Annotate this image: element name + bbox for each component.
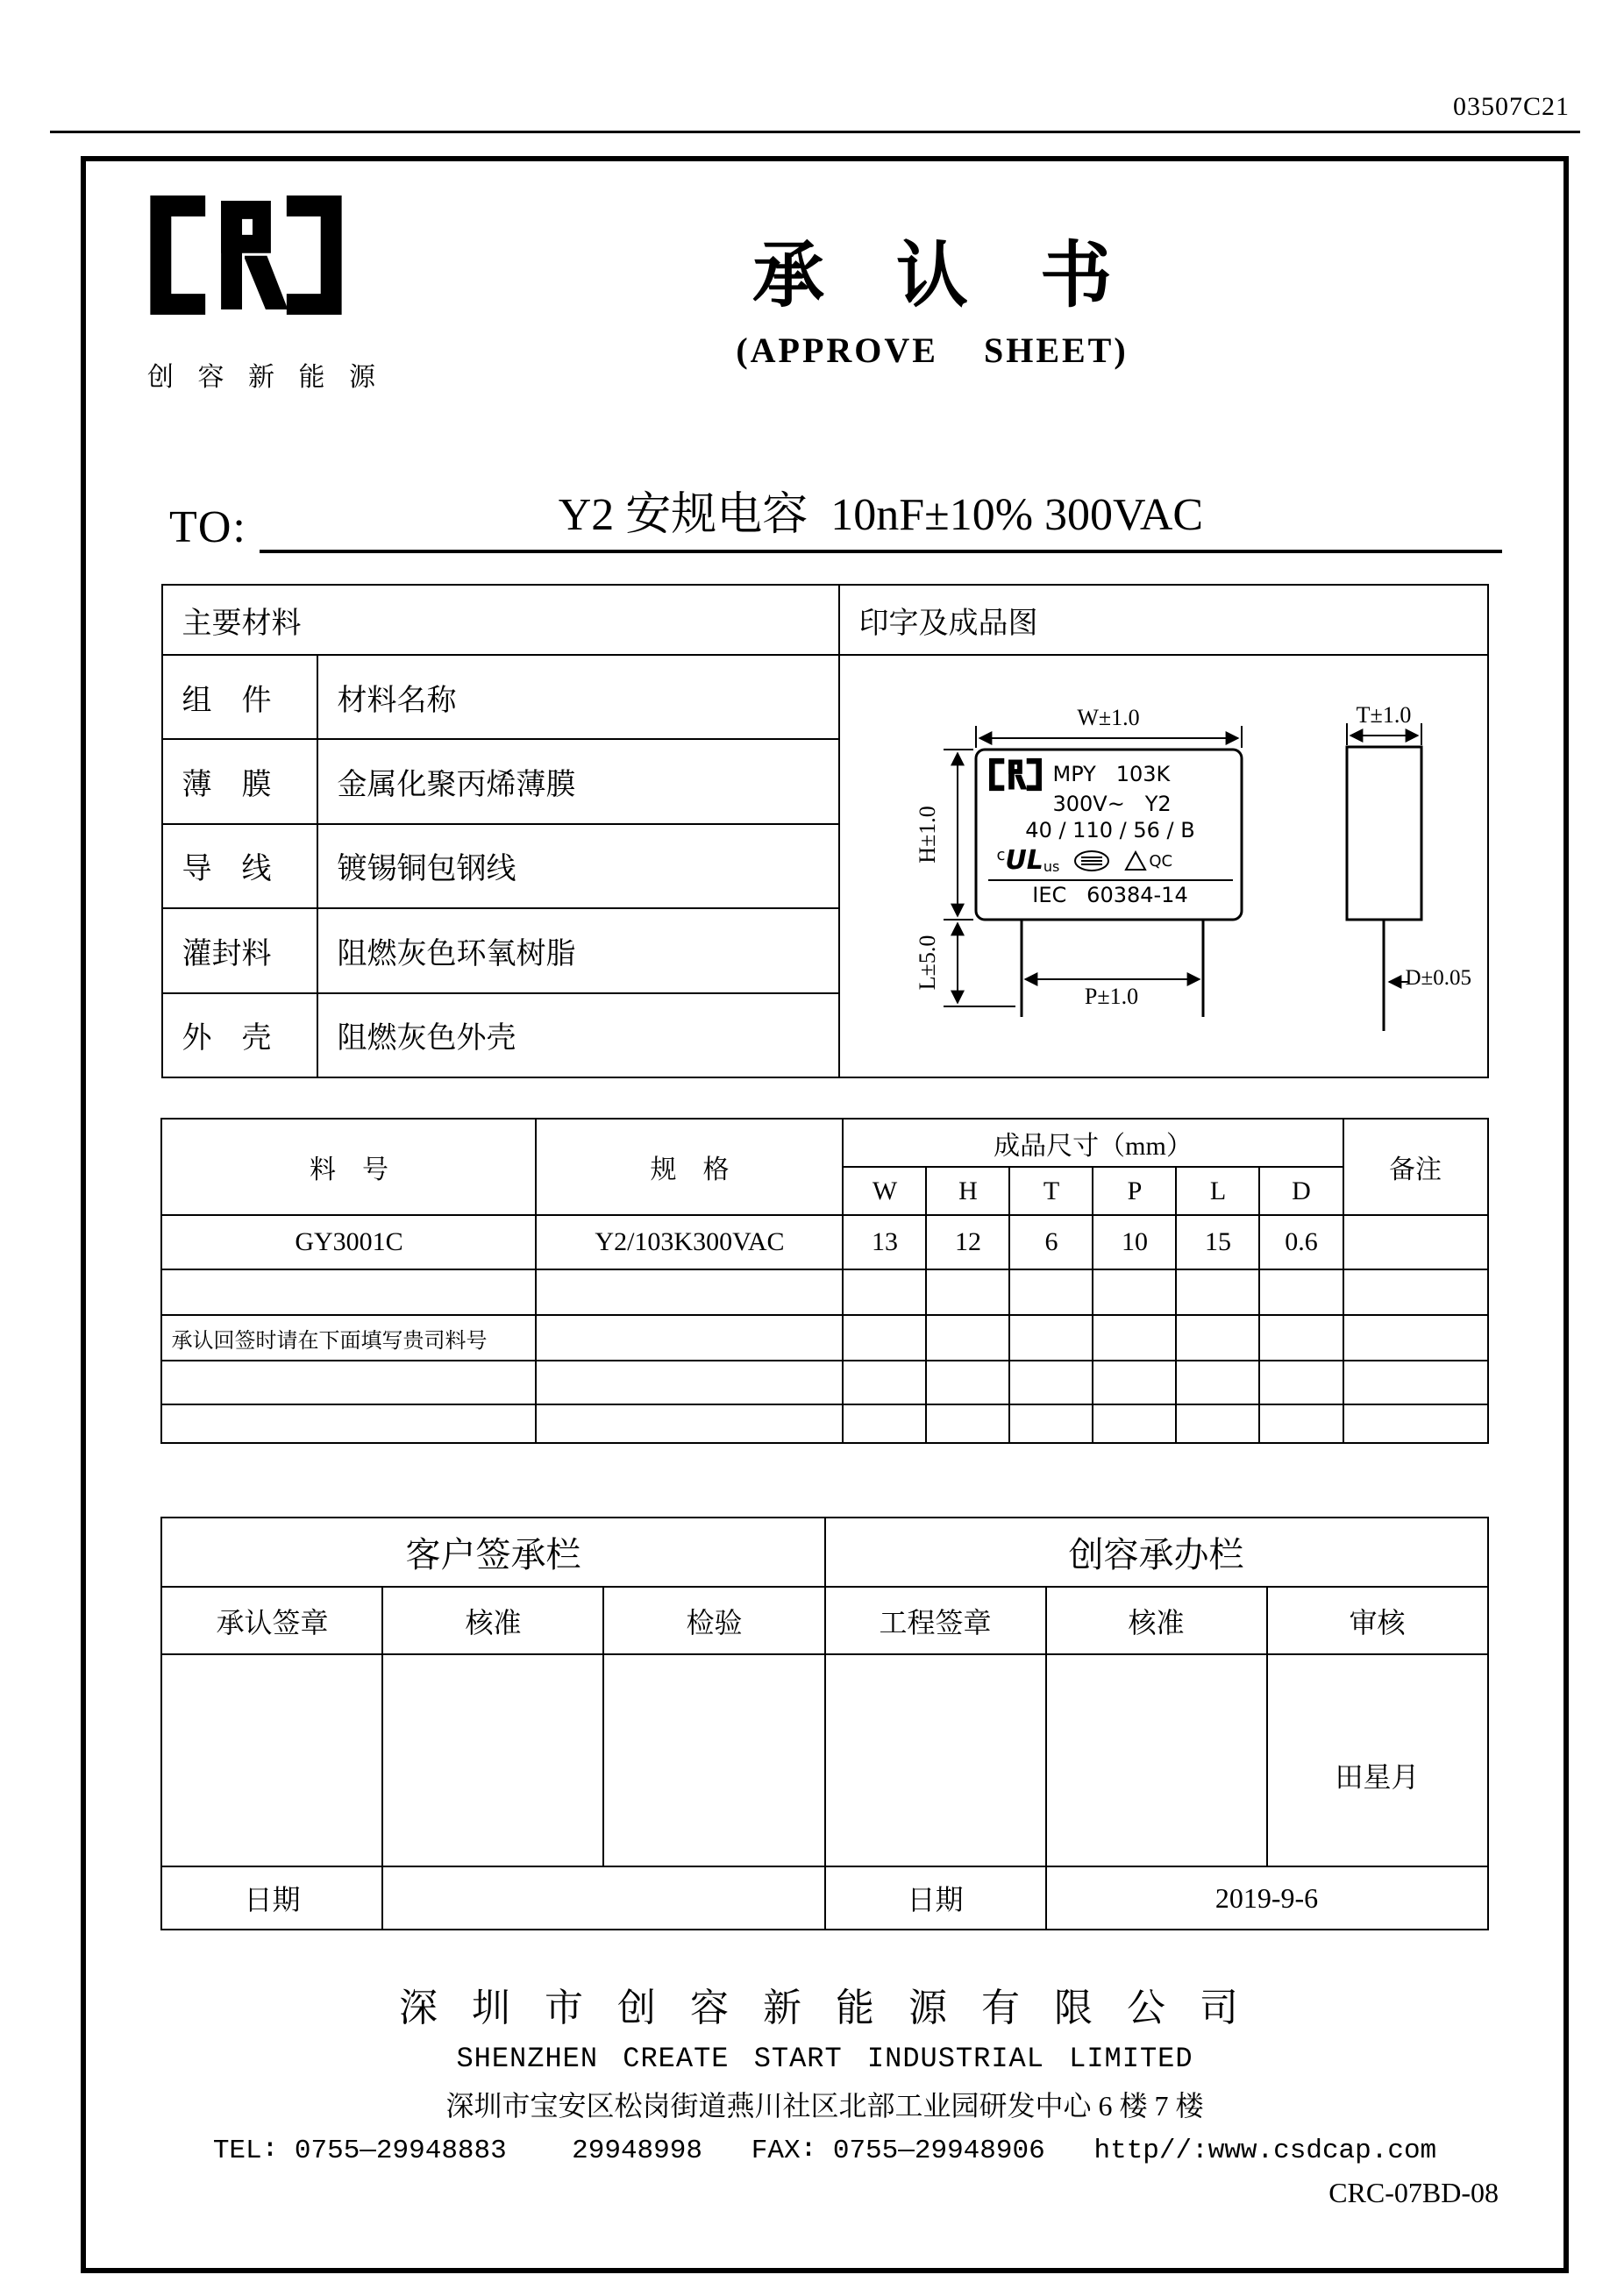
material-value: 金属化聚丙烯薄膜 <box>317 739 839 823</box>
materials-section-title: 主要材料 <box>162 585 839 655</box>
signature-cell <box>382 1654 603 1866</box>
material-value: 镀锡铜包钢线 <box>317 824 839 908</box>
material-label: 外 壳 <box>162 993 317 1077</box>
signature-cell <box>1046 1654 1267 1866</box>
signature-cell <box>603 1654 824 1866</box>
cqc-mark <box>1124 850 1172 871</box>
document-frame <box>81 156 1569 2273</box>
dim-d-label: D±0.05 <box>1405 966 1472 990</box>
spec-empty-row <box>161 1361 1487 1404</box>
spec-table <box>160 1118 1488 1444</box>
empty-cell <box>926 1361 1009 1404</box>
title-block <box>445 193 1502 394</box>
empty-cell <box>161 1269 536 1315</box>
size-col-h: H <box>926 1167 1009 1215</box>
company-name-cn: 深 圳 市 创 容 新 能 源 有 限 公 司 <box>399 1987 1250 2029</box>
customer-section-header: 客户签承栏 <box>161 1518 824 1587</box>
col-audit: 审核 <box>1267 1587 1488 1654</box>
print-row-1 <box>988 757 1233 792</box>
col-check-2: 核准 <box>1046 1587 1267 1654</box>
size-l: 15 <box>1176 1215 1259 1269</box>
size-t: 6 <box>1009 1215 1093 1269</box>
empty-cell <box>1176 1404 1259 1443</box>
empty-cell <box>1176 1315 1259 1361</box>
signature-table <box>160 1517 1488 1930</box>
material-label: 导 线 <box>162 824 317 908</box>
empty-cell <box>1093 1361 1176 1404</box>
empty-cell <box>1093 1404 1176 1443</box>
date-label-right: 日期 <box>825 1866 1046 1930</box>
signature-row <box>161 1654 1487 1866</box>
doc-number: 03507C21 <box>1452 92 1570 121</box>
signature-cell <box>825 1654 1046 1866</box>
empty-cell <box>1343 1404 1488 1443</box>
size-col-w: W <box>843 1167 926 1215</box>
print-voltage: 300V~ Y2 <box>1052 792 1172 816</box>
logo-caption: 创 容 新 能 源 <box>147 363 384 392</box>
capacitor-body-print <box>976 750 1242 920</box>
size-h: 12 <box>926 1215 1009 1269</box>
company-address: 深圳市宝安区松岗街道燕川社区北部工业园研发中心 6 楼 7 楼 <box>445 2090 1204 2122</box>
print-iec-standard: IEC 60384-14 <box>988 879 1233 907</box>
empty-cell <box>1259 1269 1343 1315</box>
size-col-l: L <box>1176 1167 1259 1215</box>
date-label-left: 日期 <box>161 1866 382 1930</box>
dim-t-label: T±1.0 <box>1356 702 1412 728</box>
col-approve-seal: 承认签章 <box>161 1587 382 1654</box>
empty-cell <box>1176 1269 1259 1315</box>
document-footer <box>147 1976 1502 2209</box>
material-value: 材料名称 <box>317 655 839 739</box>
date-value: 2019-9-6 <box>1046 1866 1488 1930</box>
company-section-header: 创容承办栏 <box>825 1518 1488 1587</box>
empty-cell <box>161 1404 536 1443</box>
empty-cell <box>843 1361 926 1404</box>
empty-cell <box>1009 1404 1093 1443</box>
empty-cell <box>843 1269 926 1315</box>
material-value: 阻燃灰色外壳 <box>317 993 839 1077</box>
spec-value: Y2/103K300VAC <box>536 1215 843 1269</box>
empty-cell <box>1259 1361 1343 1404</box>
print-model: MPY 103K <box>1052 762 1171 786</box>
empty-cell <box>1343 1269 1488 1315</box>
cqc-mark-text: QC <box>1149 851 1173 871</box>
empty-cell <box>843 1315 926 1361</box>
col-engineer-seal: 工程签章 <box>825 1587 1046 1654</box>
size-d: 0.6 <box>1259 1215 1343 1269</box>
col-check: 核准 <box>382 1587 603 1654</box>
size-w: 13 <box>843 1215 926 1269</box>
col-inspect: 检验 <box>603 1587 824 1654</box>
empty-cell <box>1009 1361 1093 1404</box>
empty-cell <box>1259 1315 1343 1361</box>
spec-data-row <box>161 1215 1487 1269</box>
empty-cell <box>536 1361 843 1404</box>
spec-header-size: 成品尺寸（mm） <box>843 1119 1343 1167</box>
to-value: Y2 安规电容 10nF±10% 300VAC <box>260 477 1502 553</box>
size-p: 10 <box>1093 1215 1176 1269</box>
print-rating: 40 / 110 / 56 / B <box>1025 818 1195 842</box>
to-label: TO: <box>169 502 247 552</box>
reply-note: 承认回签时请在下面填写贵司料号 <box>161 1315 536 1361</box>
material-value: 阻燃灰色环氧树脂 <box>317 908 839 992</box>
print-cert-marks <box>988 844 1233 878</box>
empty-cell <box>1176 1361 1259 1404</box>
empty-cell <box>536 1269 843 1315</box>
spec-empty-row <box>161 1269 1487 1315</box>
empty-cell <box>1259 1404 1343 1443</box>
company-name-en: SHENZHEN CREATE START INDUSTRIAL LIMITED <box>456 2043 1193 2075</box>
top-divider <box>50 131 1580 133</box>
crc-logo-small-icon <box>988 757 1043 792</box>
dim-l-label: L±5.0 <box>914 935 940 991</box>
vde-mark-icon <box>1073 849 1110 872</box>
empty-cell <box>926 1404 1009 1443</box>
size-col-p: P <box>1093 1167 1176 1215</box>
dim-w-label: W±1.0 <box>1077 705 1140 730</box>
dim-p-label: P±1.0 <box>1084 984 1139 1009</box>
form-code: CRC-07BD-08 <box>1328 2177 1499 2208</box>
empty-cell <box>1343 1315 1488 1361</box>
cqc-mark-icon <box>1124 850 1147 871</box>
dim-h-label: H±1.0 <box>914 806 940 864</box>
spec-empty-row <box>161 1404 1487 1443</box>
page-title: 承 认 书 <box>751 236 1112 316</box>
material-label: 灌封料 <box>162 908 317 992</box>
remark-cell <box>1343 1215 1488 1269</box>
empty-cell <box>1009 1269 1093 1315</box>
empty-cell <box>1343 1361 1488 1404</box>
signature-cell <box>161 1654 382 1866</box>
empty-cell <box>926 1269 1009 1315</box>
empty-cell <box>536 1404 843 1443</box>
part-number: GY3001C <box>161 1215 536 1269</box>
document-header <box>147 161 1502 394</box>
empty-cell <box>1093 1269 1176 1315</box>
spec-header-part: 料 号 <box>161 1119 536 1215</box>
capacitor-diagram <box>840 656 1489 1077</box>
signature-cell <box>1267 1654 1488 1866</box>
materials-table <box>161 584 1489 1078</box>
empty-cell <box>1009 1315 1093 1361</box>
diagram-section-title: 印字及成品图 <box>839 585 1488 655</box>
material-label: 组 件 <box>162 655 317 739</box>
crc-logo-icon <box>147 193 345 317</box>
company-contact: TEL∶ 0755—29948883 29948998 FAX∶ 0755—29948906 http//:www.csdcap.com <box>212 2136 1437 2166</box>
empty-cell <box>926 1315 1009 1361</box>
empty-cell <box>382 1866 824 1930</box>
size-col-t: T <box>1009 1167 1093 1215</box>
to-line <box>147 477 1502 553</box>
size-col-d: D <box>1259 1167 1343 1215</box>
empty-cell <box>843 1404 926 1443</box>
logo-block <box>147 193 445 394</box>
empty-cell <box>161 1361 536 1404</box>
spec-note-row <box>161 1315 1487 1361</box>
ul-mark-icon: c UL us <box>996 845 1060 876</box>
page-subtitle: (APPROVE SHEET) <box>736 331 1129 371</box>
empty-cell <box>1093 1315 1176 1361</box>
spec-header-remark: 备注 <box>1343 1119 1488 1215</box>
spec-header-spec: 规 格 <box>536 1119 843 1215</box>
diagram-cell <box>839 655 1488 1077</box>
auditor-signature: 田星月 <box>1335 1761 1420 1793</box>
material-label: 薄 膜 <box>162 739 317 823</box>
empty-cell <box>536 1315 843 1361</box>
